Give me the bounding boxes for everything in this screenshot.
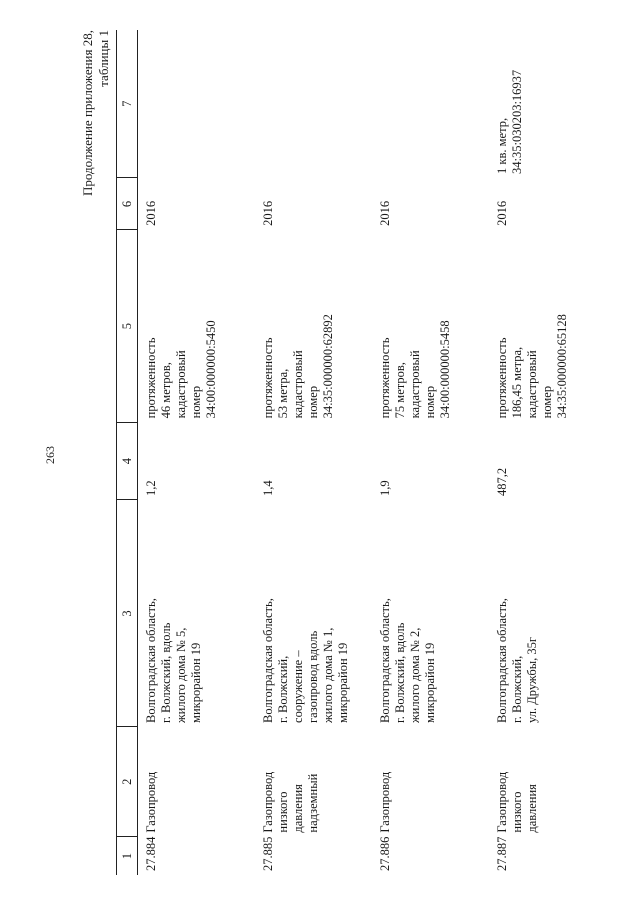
description-cell: протяженность 53 метра, кадастровый номер 34:35:000000:62892 (261, 314, 335, 419)
header-cell: 3 (117, 500, 138, 727)
column-4-value-cell: 1,4 (261, 480, 275, 496)
rotated-page (80, 30, 640, 875)
address-cell: Волгоградская область, г. Волжский, вдоль жилого дома № 5, микрорайон 19 (144, 598, 203, 723)
address-cell: Волгоградская область, г. Волжский, сооружение – газопровод вдоль жилого дома № 1, микрорайон 19 (261, 598, 350, 723)
year-cell: 2016 (144, 200, 158, 226)
table-caption (80, 30, 112, 196)
row-number-cell: 27.884 (144, 836, 158, 871)
object-name-cell: Газопровод (144, 771, 158, 833)
table-row (489, 30, 606, 875)
header-cell: 4 (117, 422, 138, 500)
data-table (116, 30, 606, 875)
object-name-cell: Газопровод низкого давления (495, 771, 539, 833)
column-7-cell (138, 30, 256, 178)
table-body (138, 30, 607, 875)
row-number-cell: 27.885 (261, 836, 275, 871)
table-row (255, 30, 372, 875)
year-cell: 2016 (261, 200, 275, 226)
header-cell: 6 (117, 178, 138, 230)
description-cell: протяженность 46 метров, кадастровый номер 34:00:000000:5450 (144, 320, 218, 419)
header-row (117, 30, 138, 875)
caption-line-1: Продолжение приложения 28, (80, 30, 95, 197)
column-4-value-cell: 1,9 (378, 480, 392, 496)
table-row (372, 30, 489, 875)
object-name-cell: Газопровод (378, 771, 392, 833)
address-cell: Волгоградская область, г. Волжский, вдоль жилого дома № 2, микрорайон 19 (378, 598, 437, 723)
address-cell: Волгоградская область, г. Волжский, ул. Дружбы, 35г (495, 598, 539, 723)
column-4-value-cell: 1,2 (144, 480, 158, 496)
column-7-cell: 1 кв. метр, 34:35:030203:16937 (495, 69, 524, 174)
header-cell: 1 (117, 837, 138, 875)
header-cell: 2 (117, 727, 138, 837)
year-cell: 2016 (378, 200, 392, 226)
row-number-cell: 27.887 (495, 836, 509, 871)
description-cell: протяженность 75 метров, кадастровый номер 34:00:000000:5458 (378, 320, 452, 419)
description-cell: протяженность 186,45 метра, кадастровый номер 34:35:000000:65128 (495, 314, 569, 419)
column-7-cell (255, 30, 372, 178)
object-name-cell: Газопровод низкого давления надземный (261, 771, 320, 833)
year-cell: 2016 (495, 200, 509, 226)
caption-line-2: таблицы 1 (96, 30, 111, 87)
header-cell: 5 (117, 230, 138, 422)
column-4-value-cell: 487,2 (495, 467, 509, 496)
table-row (138, 30, 256, 875)
page-number: 263 (43, 446, 57, 464)
header-cell: 7 (117, 30, 138, 178)
column-7-cell (372, 30, 489, 178)
row-number-cell: 27.886 (378, 836, 392, 871)
